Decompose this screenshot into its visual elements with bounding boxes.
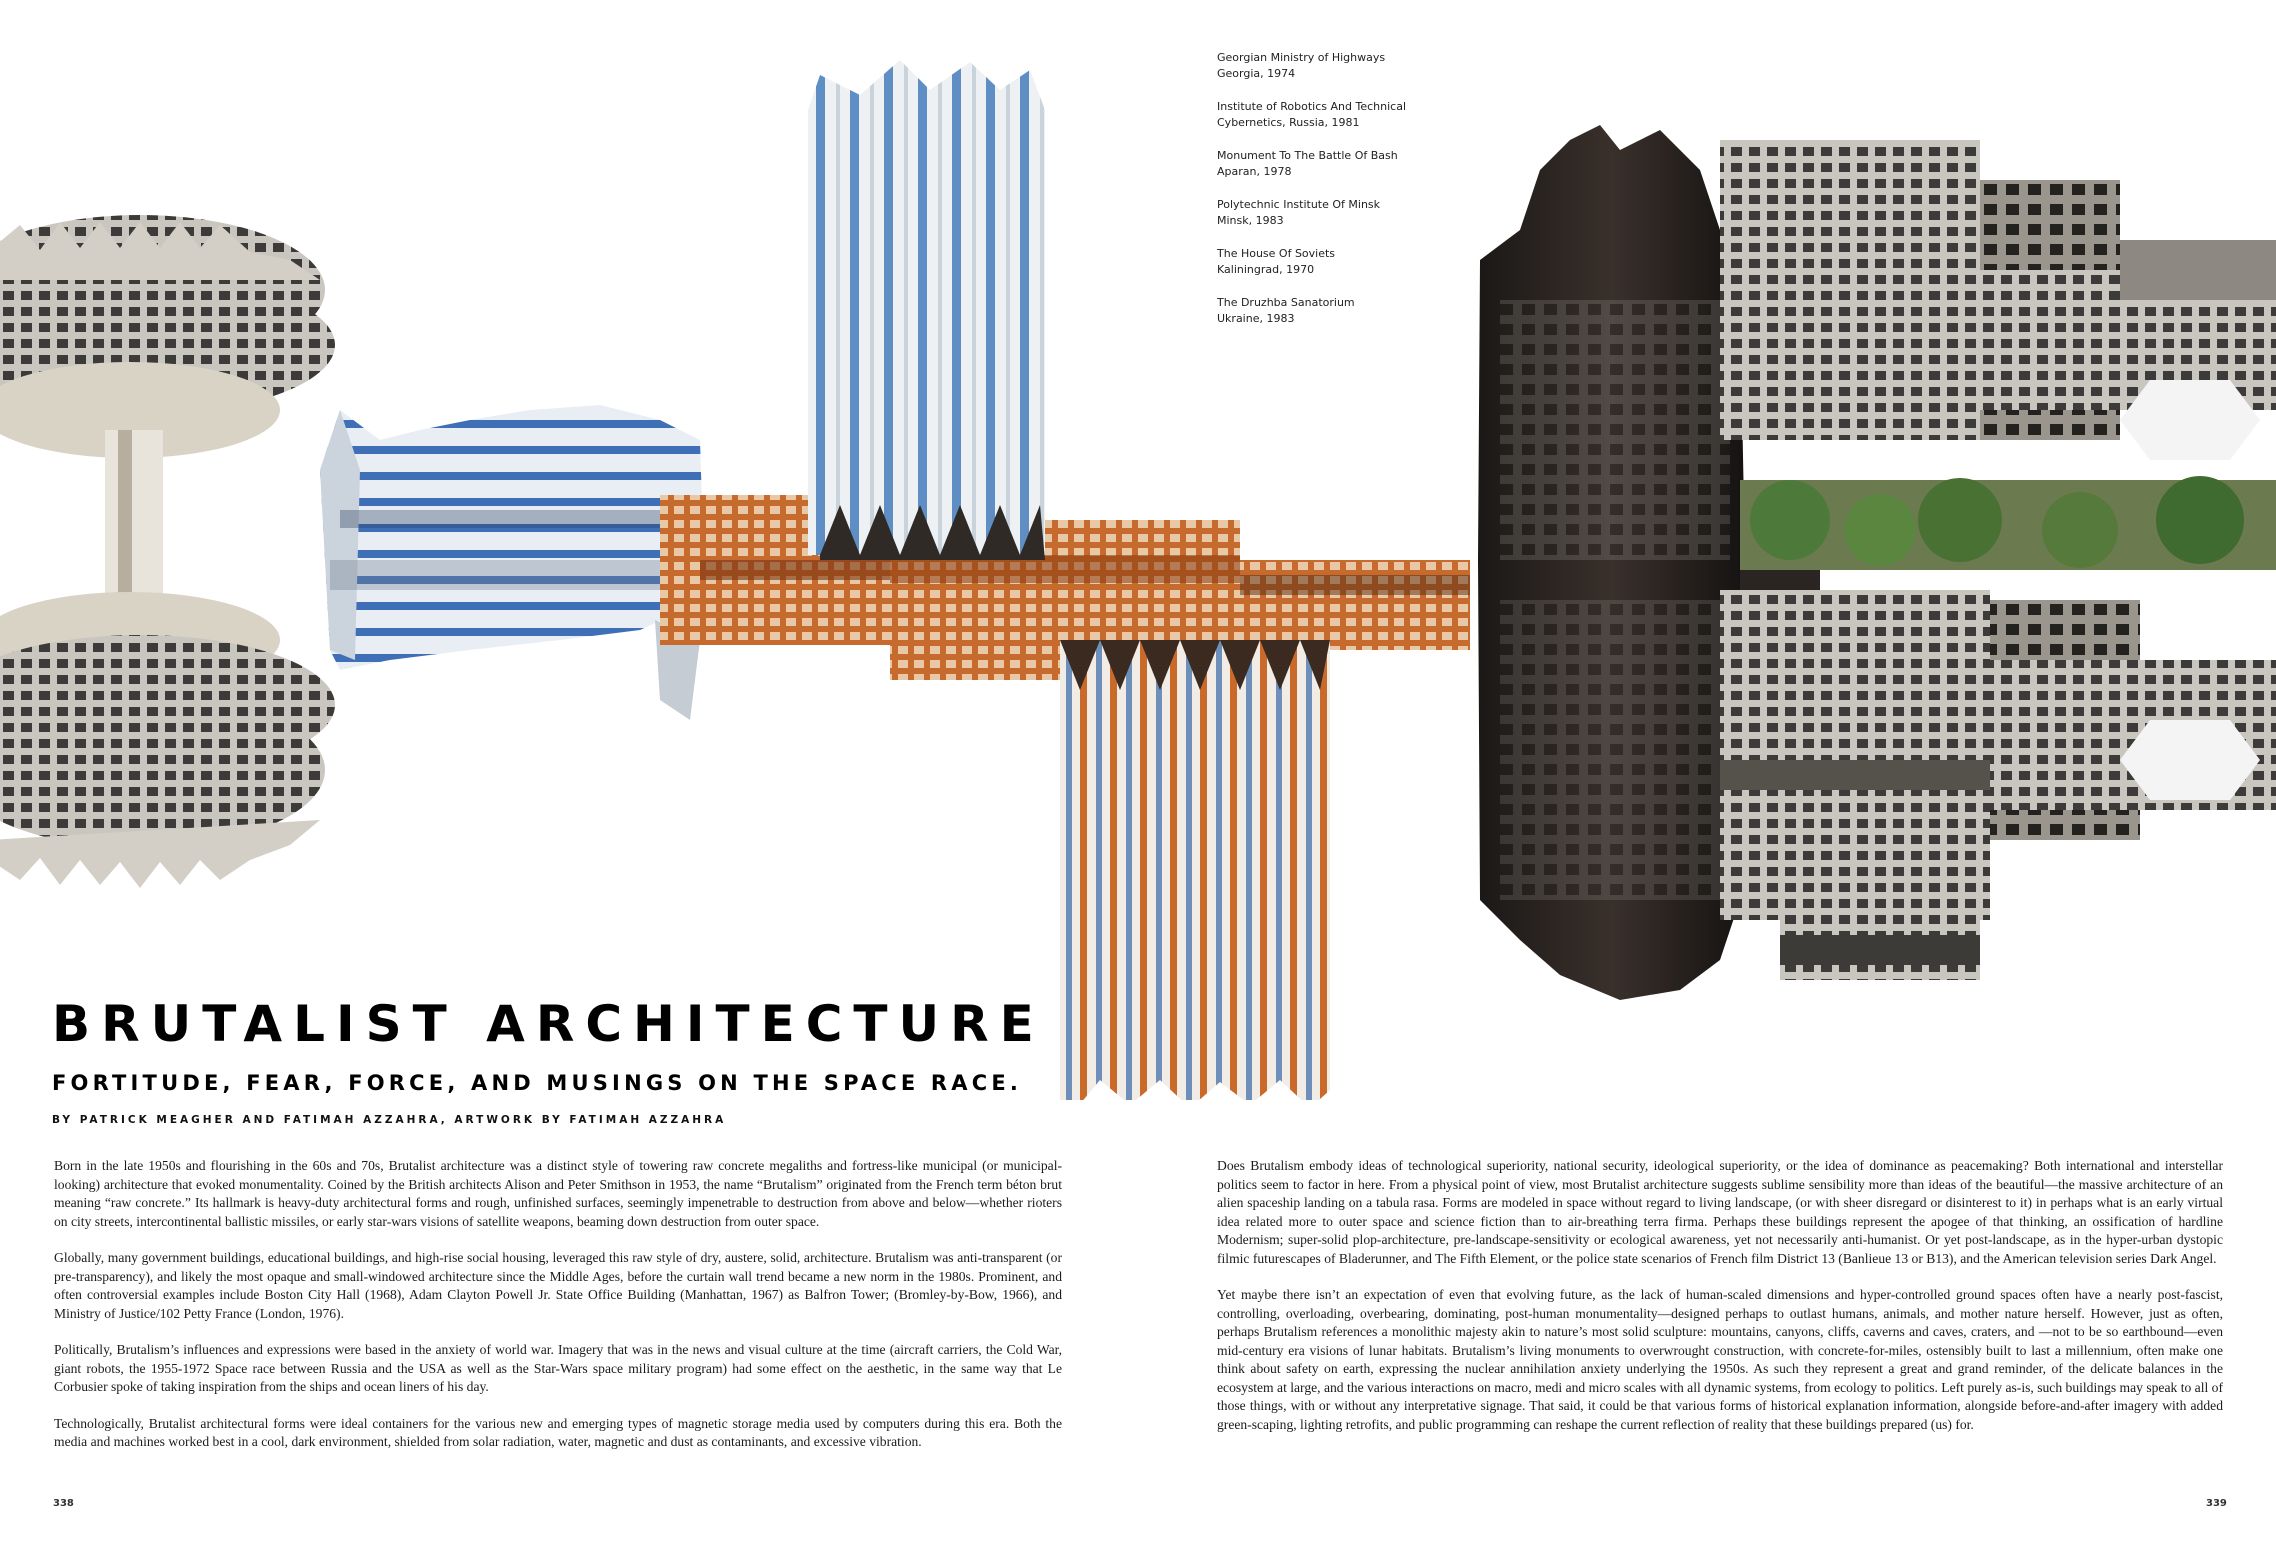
article-subtitle: FORTITUDE, FEAR, FORCE, AND MUSINGS ON THE SPACE RACE. [52, 1071, 1023, 1095]
caption-title: Polytechnic Institute Of Minsk [1217, 198, 1381, 211]
body-paragraph: Born in the late 1950s and flourishing in the 60s and 70s, Brutalist architecture was a distinct style of towering raw concrete megaliths and fortress-like municipal (or municipal-looking) architecture that evoked monumentality. Coined by the British architects Alison and Peter Smithson in 1953, the name “Brutalism” originated from the French term béton brut meaning “raw concrete.” Its hallmark is heavy-duty architectural forms and rough, unfinished surfaces, seemingly impenetrable to destruction from above and below—whether rioters on city streets, intercontinental ballistic missiles, or early star-wars visions of satellite weapons, beaming down destruction from outer space. [54, 1158, 1062, 1229]
caption-georgian-ministry [1217, 50, 1457, 82]
body-paragraph: Globally, many government buildings, educational buildings, and high-rise social housing, leveraged this raw style of dry, austere, solid, architecture. Brutalism was anti-transparent (or pre-transparency), and likely the most opaque and small-windowed architecture since the Middle Ages, before the curtain wall trend became a new norm in the 1980s. Prominent, and often controversial examples include Boston City Hall (1968), Adam Clayton Powell Jr. State Office Building (Manhattan, 1967) as Balfron Tower; (Bromley-by-Bow, 1966), and Ministry of Justice/102 Petty France (London, 1976). [54, 1250, 1062, 1321]
caption-robotics-institute [1217, 99, 1457, 131]
georgian-highways-image [1060, 640, 1330, 1110]
right-body-column [1217, 1157, 2223, 1452]
caption-druzhba-sanatorium [1217, 295, 1457, 327]
body-paragraph: Politically, Brutalism’s influences and expressions were based in the anxiety of world war. Imagery that was in the news and visual culture at the time (aircraft carriers, the Cold War, giant robots, the 1955-1972 Space race between Russia and the USA as well as the Star-Wars space military program) had some effect on the aesthetic, in the same way that Le Corbusier spoke of taking inspiration from the ships and ocean liners of his day. [54, 1342, 1062, 1394]
body-paragraph: Does Brutalism embody ideas of technological superiority, national security, ideological superiority, or the idea of dominance as peacemaking? Both international and interstellar politics seem to factor in here. From a physical point of view, most Brutalist architecture suggests sublime sensibility more than ideas of the beautiful—the massive architecture of an alien spaceship landing on a tabula rasa. Forms are modeled in space without regard to living landscape, (or with sheer disregard or disinterest to it) in perhaps what is an early virtual idea related more to outer space and science fiction than to air-breathing terra firma. Perhaps these buildings represent the apogee of that thinking, an ossification of hardline Modernism; super-solid plop-architecture, pre-landscape-sensitivity or ecological awareness, yet not necessarily anti-humanist. Or yet post-landscape, as in the hyper-urban dystopic filmic futurescapes of Bladerunner, and The Fifth Element, or the police state scenarios of French film District 13 (Banlieue 13 or B13), and the American television series Dark Angel. [1217, 1158, 2223, 1266]
caption-title: Monument To The Battle Of Bash [1217, 149, 1398, 162]
left-body-column [54, 1157, 1062, 1470]
concrete-megastructure-image [1720, 140, 2276, 980]
caption-house-of-soviets [1217, 246, 1457, 278]
caption-title: Georgian Ministry of Highways [1217, 51, 1386, 64]
image-captions [1217, 50, 1457, 344]
page-number-left: 338 [53, 1498, 74, 1509]
monument-bash-aparan-image [808, 60, 1045, 560]
caption-title: The House Of Soviets [1217, 247, 1336, 260]
caption-location: Aparan, 1978 [1217, 165, 1292, 178]
body-paragraph: Technologically, Brutalist architectural forms were ideal containers for the various new and emerging types of magnetic storage media used by computers during this era. Both the media and machines worked best in a cool, dark environment, shielded from solar radiation, water, magnetic and dust as contaminants, and excessive vibration. [54, 1415, 1062, 1449]
article-byline: BY PATRICK MEAGHER AND FATIMAH AZZAHRA, ARTWORK BY FATIMAH AZZAHRA [52, 1114, 727, 1126]
caption-location: Cybernetics, Russia, 1981 [1217, 116, 1360, 129]
page-number-right: 339 [2206, 1498, 2227, 1509]
caption-location: Georgia, 1974 [1217, 67, 1296, 80]
caption-location: Ukraine, 1983 [1217, 312, 1295, 325]
caption-title: Institute of Robotics And Technical [1217, 100, 1406, 113]
body-paragraph: Yet maybe there isn’t an expectation of even that evolving future, as the lack of human-scaled dimensions and hyper-controlled ground spaces often have a nearly post-fascist, controlling, overloading, overbearing, dominating, post-human monumentality—designed perhaps to outlast humans, animals, and mother nature herself. However, just as often, perhaps Brutalism references a monolithic majesty akin to nature’s most solid sculpture: mountains, canyons, cliffs, caverns and caves, craters, and —not to be so earthbound—even mid-century era visions of lunar habitats. Brutalism’s living monuments to overwrought construction, with concrete-for-miles, ostensibly built to last a millennium, often make one think about safety on earth, expressing the nuclear annihilation anxiety underlying the 1950s. As such they represent a great and grand reminder, of the delicate balances in the ecosystem at large, and the various interactions on macro, medi and micro scales with all dynamic systems, from ecology to politics. Left purely as-is, such buildings may speak to all of those things, with or without any interpretative signage. That said, it could be that various forms of historical explanation information, alongside before-and-after imagery with added green-scaping, lighting retrofits, and public programming can reshape the current reflection of reality that these buildings prepared (us) for. [1217, 1287, 2223, 1432]
robotics-institute-image [0, 215, 335, 888]
caption-location: Minsk, 1983 [1217, 214, 1284, 227]
caption-monument-bash-aparan [1217, 148, 1457, 180]
caption-polytechnic-minsk [1217, 197, 1457, 229]
polytechnic-minsk-image [320, 405, 705, 720]
caption-location: Kaliningrad, 1970 [1217, 263, 1315, 276]
article-title: BRUTALIST ARCHITECTURE [52, 995, 1045, 1053]
caption-title: The Druzhba Sanatorium [1217, 296, 1355, 309]
